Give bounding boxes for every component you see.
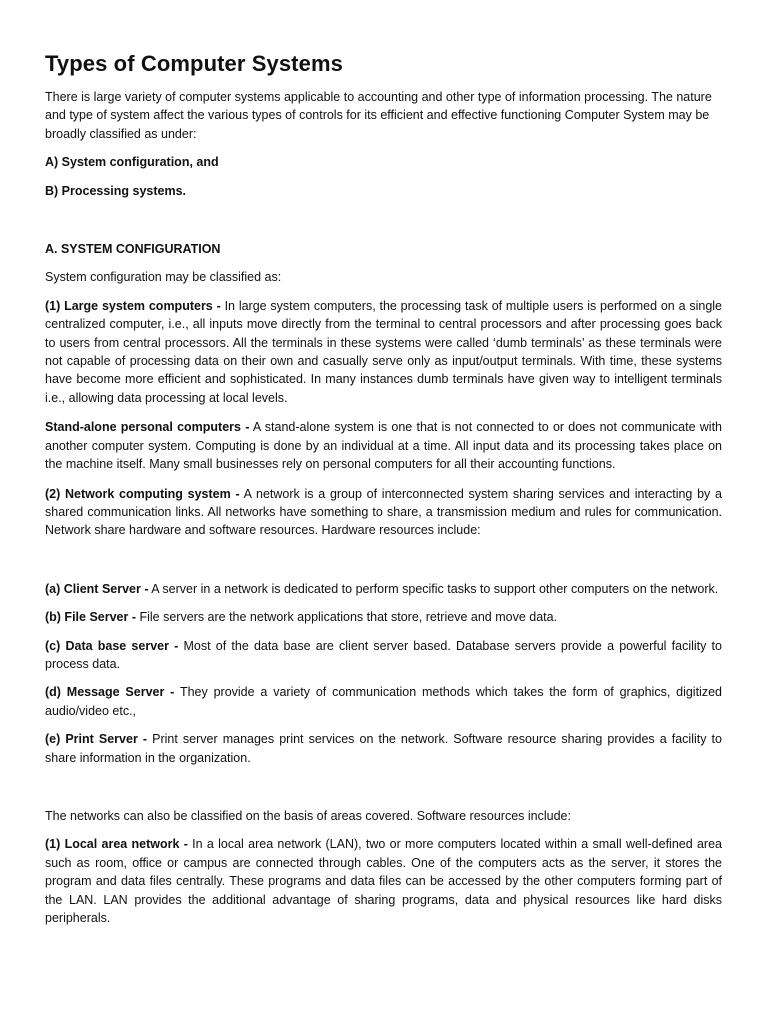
message-server-label: (d) Message Server - [45, 685, 175, 700]
standalone-text: A stand-alone system is one that is not connected to or does not communicate with another computer system. Computing is done by an individual at a time. All input data and its processing takes place on the machine itself. Many small businesses rely on personal computers for all their accounting functions. [45, 420, 722, 472]
areas-intro-paragraph: The networks can also be classified on the basis of areas covered. Software resources include: [45, 808, 571, 823]
client-server-text: A server in a network is dedicated to perform specific tasks to support other computers on the network. [148, 581, 719, 596]
file-server-paragraph [45, 608, 722, 626]
standalone-paragraph [45, 418, 722, 473]
section-a-lead: System configuration may be classified as: [45, 270, 282, 285]
network-text: A network is a group of interconnected system sharing services and interacting by a shared communication links. All networks have something to share, a transmission medium and rules for communication. Network share hardware and software resources. Hardware resources include: [45, 486, 722, 538]
classification-a: A) System configuration, and [45, 155, 219, 170]
intro-paragraph: There is large variety of computer systems applicable to accounting and other type of information processing. The nature and type of system affect the various types of controls for its efficient and effective functioning Computer System may be broadly classified as under: [45, 90, 712, 141]
database-server-text: Most of the data base are client server based. Database servers provide a powerful facility to process data. [45, 638, 722, 671]
network-paragraph [45, 485, 722, 540]
lan-paragraph [45, 835, 722, 927]
classification-b: B) Processing systems. [45, 183, 187, 198]
file-server-label: (b) File Server - [45, 610, 136, 625]
print-server-paragraph [45, 730, 722, 767]
lan-text: In a local area network (LAN), two or more computers located within a small well-defined area such as room, office or campus are connected through cables. One of the computers acts as the server, it stores the program and data files centrally. These programs and data files can be accessed by the other computers forming part of the LAN. LAN provides the additional advantage of sharing programs, data and physical resources like hard disks peripherals. [45, 837, 722, 925]
large-systems-label: (1) Large system computers - [45, 298, 221, 313]
network-label: (2) Network computing system - [45, 486, 240, 501]
client-server-paragraph [45, 580, 722, 598]
standalone-label: Stand-alone personal computers - [45, 420, 250, 435]
print-server-text: Print server manages print services on the network. Software resource sharing provides a facility to share information in the organization. [45, 732, 722, 765]
database-server-paragraph [45, 637, 722, 674]
section-a-heading: A. SYSTEM CONFIGURATION [45, 242, 221, 257]
large-systems-paragraph [45, 297, 722, 407]
client-server-label: (a) Client Server - [45, 581, 149, 596]
page-title: Types of Computer Systems [45, 51, 343, 76]
message-server-text: They provide a variety of communication methods which takes the form of graphics, digitized audio/video etc., [45, 685, 722, 718]
message-server-paragraph [45, 683, 722, 720]
file-server-text: File servers are the network applications that store, retrieve and move data. [136, 610, 558, 625]
database-server-label: (c) Data base server - [45, 638, 179, 653]
lan-label: (1) Local area network - [45, 837, 188, 852]
large-systems-text: In large system computers, the processing task of multiple users is performed on a single centralized computer, i.e., all inputs move directly from the terminal to central processors and after processing goes back to users from central processors. All the terminals in these systems were called ‘dumb terminals’ as these terminals were not capable of processing data on their own and casually serve only as input/output terminals. With time, these systems have become more efficient and sophisticated. In many instances dumb terminals have given way to intelligent terminals i.e., allowing data processing at local levels. [45, 298, 723, 405]
print-server-label: (e) Print Server - [45, 732, 148, 747]
